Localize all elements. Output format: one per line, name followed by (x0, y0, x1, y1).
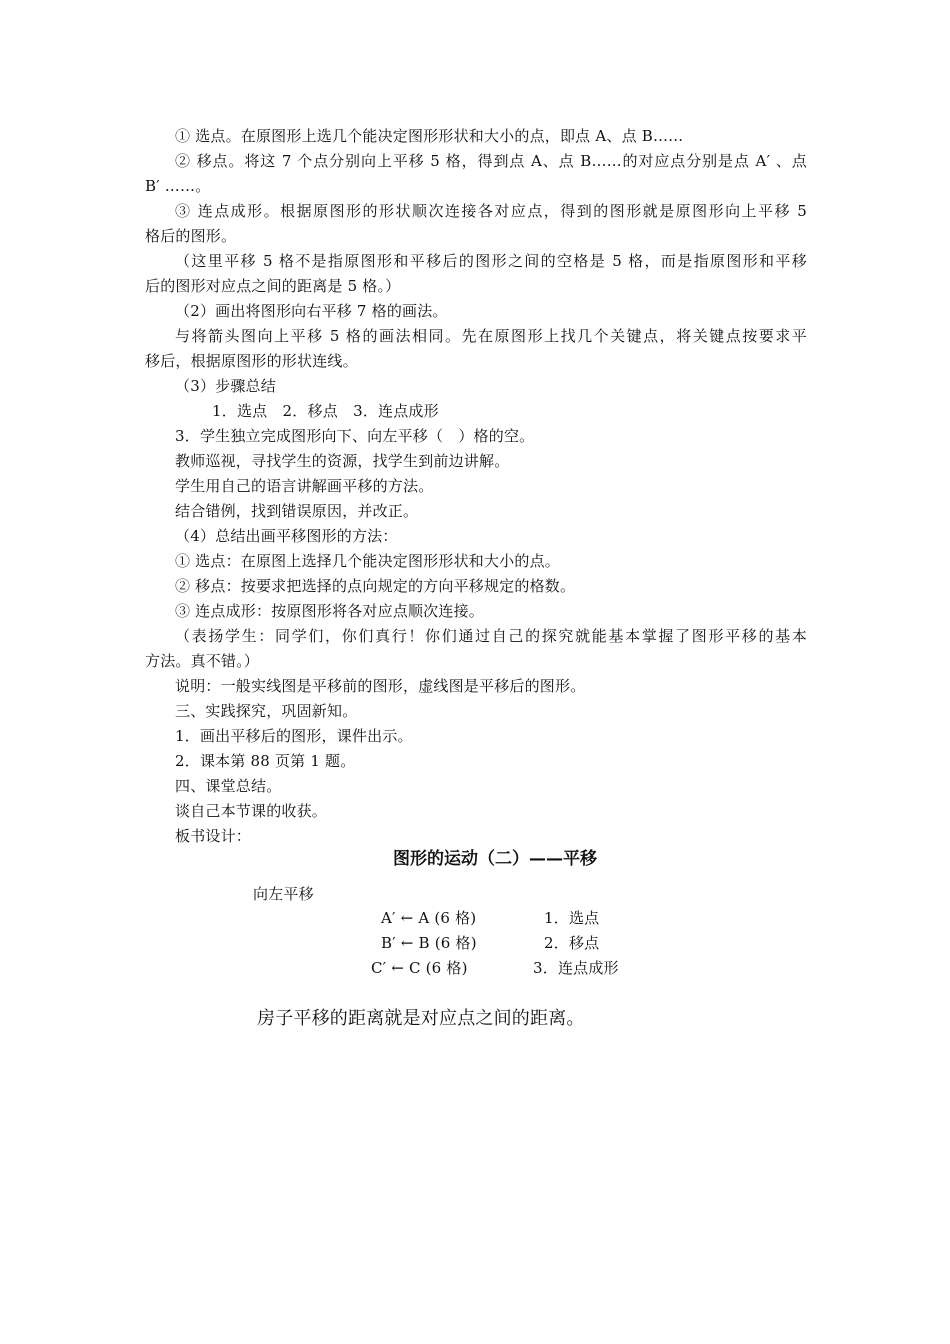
steps-summary: 1．选点 2．移点 3．连点成形 (212, 402, 439, 420)
board-conclusion: 房子平移的距离就是对应点之间的距离。 (257, 1008, 585, 1029)
board-title: 图形的运动（二）——平移 (393, 849, 597, 869)
text-line: （表扬学生：同学们，你们真行！你们通过自己的探究就能基本掌握了图形平移的基本 (175, 627, 807, 645)
board-step: 3．连点成形 (533, 959, 619, 977)
text-line: 2．课本第 88 页第 1 题。 (175, 752, 356, 770)
text-line: 结合错例，找到错误原因，并改正。 (175, 502, 419, 520)
text-line: 板书设计： (175, 827, 252, 845)
text-line: 方法。真不错。） (145, 652, 260, 670)
text-line: （2）画出将图形向右平移 7 格的画法。 (175, 302, 448, 320)
text-line: 学生用自己的语言讲解画平移的方法。 (175, 477, 434, 495)
text-line: B′ ……。 (145, 177, 211, 195)
text-line: ① 选点：在原图上选择几个能决定图形形状和大小的点。 (175, 552, 560, 570)
text-line: 说明：一般实线图是平移前的图形，虚线图是平移后的图形。 (175, 677, 586, 695)
board-direction: 向左平移 (253, 885, 314, 903)
section-heading: （3）步骤总结 (175, 377, 276, 395)
text-line: 后的图形对应点之间的距离是 5 格。） (145, 277, 401, 295)
text-line: （这里平移 5 格不是指原图形和平移后的图形之间的空格是 5 格，而是指原图形和平移 (175, 252, 807, 270)
board-step: 1．选点 (544, 909, 600, 927)
text-line: ② 移点：按要求把选择的点向规定的方向平移规定的格数。 (175, 577, 576, 595)
section-heading: 四、课堂总结。 (175, 777, 282, 795)
text-line: ① 选点。在原图形上选几个能决定图形形状和大小的点，即点 A、点 B…… (175, 127, 684, 145)
board-step: 2．移点 (544, 934, 600, 952)
text-line: ② 移点。将这 7 个点分别向上平移 5 格，得到点 A、点 B……的对应点分别是点 A′ 、点 (175, 152, 807, 170)
text-line: 格后的图形。 (145, 227, 237, 245)
text-line: 移后，根据原图形的形状连线。 (145, 352, 358, 370)
text-line: ③ 连点成形：按原图形将各对应点顺次连接。 (175, 602, 484, 620)
text-line: 1．画出平移后的图形，课件出示。 (175, 727, 413, 745)
board-mapping: C′ ← C (6 格) (371, 959, 468, 977)
text-line: 与将箭头图向上平移 5 格的画法相同。先在原图形上找几个关键点，将关键点按要求平 (175, 327, 807, 345)
board-mapping: A′ ← A (6 格) (381, 909, 477, 927)
section-heading: 三、实践探究，巩固新知。 (175, 702, 358, 720)
text-line: ③ 连点成形。根据原图形的形状顺次连接各对应点，得到的图形就是原图形向上平移 5 (175, 202, 807, 220)
section-heading: （4）总结出画平移图形的方法： (175, 527, 398, 545)
board-mapping: B′ ← B (6 格) (381, 934, 477, 952)
text-line: 3．学生独立完成图形向下、向左平移（ ）格的空。 (175, 427, 535, 445)
text-line: 谈自己本节课的收获。 (175, 802, 328, 820)
text-line: 教师巡视，寻找学生的资源，找学生到前边讲解。 (175, 452, 510, 470)
